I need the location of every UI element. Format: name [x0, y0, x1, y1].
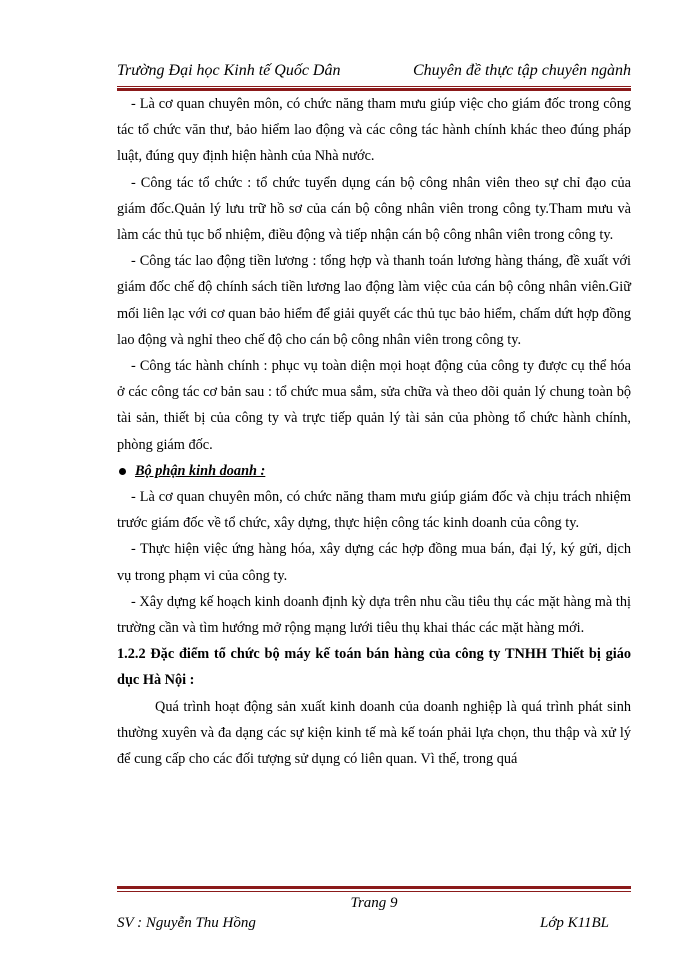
paragraph-administration: - Công tác hành chính : phục vụ toàn diện mọi hoạt động của công ty được cụ thể hóa ở các công tác cơ bản sau : tổ chức mua sắm, sửa chữa và theo dõi quản lý chung toàn bộ tài sản, thiết bị của công ty và trực tiếp quản lý tài sản của phòng tổ chức hành chính, phòng giám đốc. [117, 358, 631, 453]
header-rule-thin [117, 86, 631, 87]
header-report-title: Chuyên đề thực tập chuyên ngành [413, 62, 631, 79]
bullet-dot-icon [119, 468, 126, 475]
footer-class: Lớp K11BL [540, 915, 609, 931]
footer-student: SV : Nguyễn Thu Hồng [117, 915, 256, 931]
footer-rule-thin [117, 891, 631, 892]
bullet-business-dept [117, 458, 631, 484]
paragraph-business-role: - Là cơ quan chuyên môn, có chức năng tham mưu giúp giám đốc và chịu trách nhiệm trước giám đốc về tổ chức, xây dựng, thực hiện công tác kinh doanh của công ty. [117, 489, 631, 532]
paragraph-labor-salary: - Công tác lao động tiền lương : tổng hợp và thanh toán lương hàng tháng, đề xuất với giám đốc chế độ chính sách tiền lương lao động làm việc của cán bộ công nhân viên.Giữ mối liên lạc với cơ quan bảo hiểm để giải quyết các thủ tục bảo hiểm, chấm dứt hợp đồng lao động và nghỉ theo chế độ cho cán bộ công nhân viên trong công ty. [117, 253, 631, 348]
section-heading: 1.2.2 Đặc điểm tổ chức bộ máy kế toán bán hàng của công ty TNHH Thiết bị giáo dục Hà Nội : [117, 646, 631, 689]
bullet-business-label: Bộ phận kinh doanh : [135, 462, 266, 479]
paragraph-admin-role: - Là cơ quan chuyên môn, có chức năng tham mưu giúp việc cho giám đốc trong công tác tổ chức văn thư, bảo hiểm lao động và các công tác hành chính khác theo đúng pháp luật, đúng quy định hiện hành của Nhà nước. [117, 96, 631, 165]
page-number: Trang 9 [350, 895, 398, 911]
paragraph-organization: - Công tác tổ chức : tổ chức tuyển dụng cán bộ công nhân viên theo sự chỉ đạo của giám đốc.Quản lý lưu trữ hồ sơ của cán bộ công nhân viên trong công ty.Tham mưu và làm các thủ tục bổ nhiệm, điều động và tiếp nhận cán bộ công nhân viên trong công ty. [117, 174, 631, 244]
page-body [117, 91, 631, 772]
paragraph-contracts: - Thực hiện việc ứng hàng hóa, xây dựng các hợp đồng mua bán, đại lý, ký gửi, dịch vụ trong phạm vi của công ty. [117, 541, 631, 584]
paragraph-business-plan: - Xây dựng kế hoạch kinh doanh định kỳ dựa trên nhu cầu tiêu thụ các mặt hàng mà thị trường cần và tìm hướng mở rộng mạng lưới tiêu thụ khai thác các mặt hàng mới. [117, 593, 631, 637]
page-header [117, 62, 631, 86]
paragraph-accounting: Quá trình hoạt động sản xuất kinh doanh của doanh nghiệp là quá trình phát sinh thường xuyên và đa dạng các sự kiện kinh tế mà kế toán phải lựa chọn, thu thập và xử lý để cung cấp cho các đối tượng sử dụng có liên quan. Vì thế, trong quá [117, 698, 631, 768]
footer-rule-thick [117, 886, 631, 889]
header-university: Trường Đại học Kinh tế Quốc Dân [117, 62, 341, 79]
